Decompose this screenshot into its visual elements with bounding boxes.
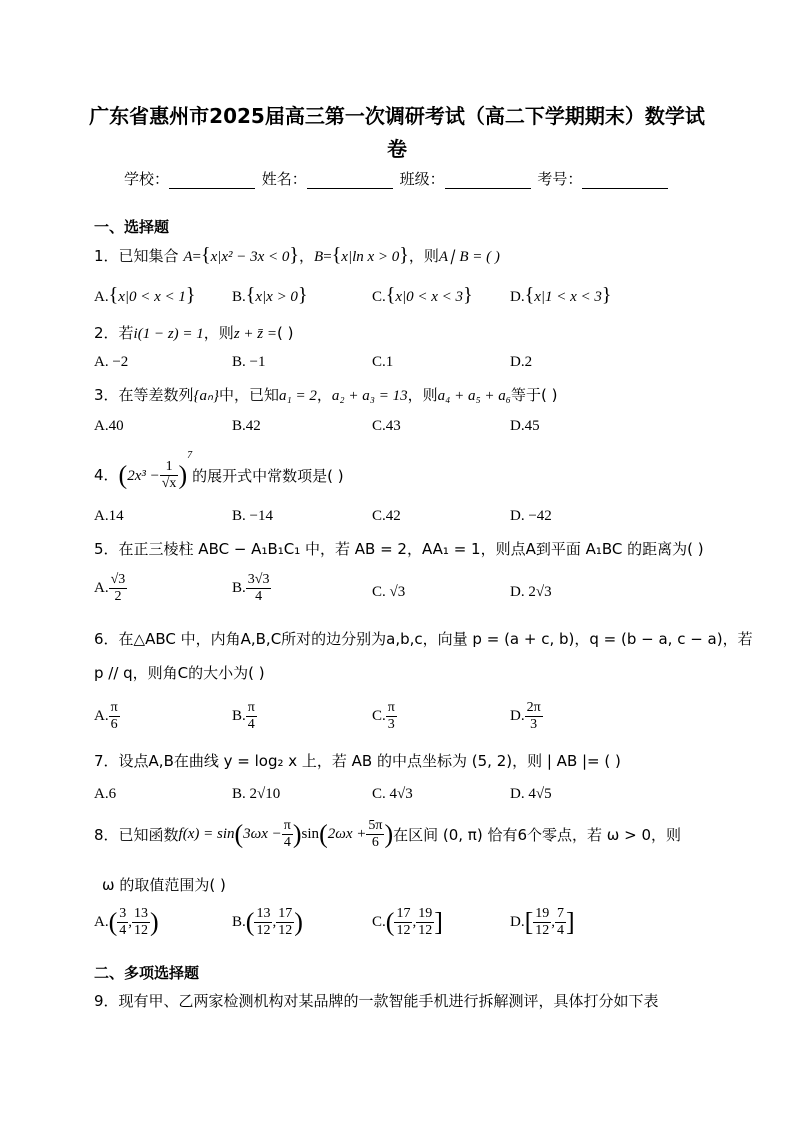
q2-expr: i(1 − z) = 1 (133, 326, 204, 342)
class-label: 班级： (399, 170, 445, 188)
q2-lead: 2．若 (94, 324, 134, 342)
q6-option-b[interactable] (232, 700, 257, 733)
q1-lead: 1．已知集合 (94, 247, 179, 265)
q1-option-d-letter: D. (510, 289, 525, 305)
name-blank[interactable] (307, 174, 393, 189)
q6-option-c-letter: C. (372, 707, 386, 724)
q8-option-a[interactable]: A.( $\frac{3}{4}$ , $\frac{13}{12}$ ) (94, 906, 159, 938)
q8-lead: 8．已知函数 (94, 826, 179, 844)
q8-option-d-letter: D. (510, 914, 525, 930)
q6-option-d[interactable] (510, 700, 543, 733)
question-8: 8．已知函数f(x) = sin(3ωx − $\frac{\pi}{4}$ )sin(2ωx + $\frac{5\pi}{6}$ )在区间 (0, π) 恰有6个零点，若 ω > 0，则 (94, 818, 681, 850)
q8-option-c-letter: C. (372, 914, 386, 930)
q2-option-b[interactable]: B. −1 (232, 354, 266, 370)
q7-option-a[interactable]: A.6 (94, 786, 117, 802)
q5-option-a-letter: A. (94, 579, 109, 596)
q3-ask: a₄ + a₅ + a₆ (437, 388, 511, 404)
school-blank[interactable] (169, 174, 255, 189)
q8-option-d[interactable]: D.[ $\frac{19}{12}$ , $\frac{7}{4}$ ] (510, 906, 575, 938)
q8-sin2: sin (301, 826, 320, 842)
question-4: 4．(2x³ − $\frac{1}{√x}$ )$^7$的展开式中常数项是( ) (94, 450, 344, 491)
q7-option-d[interactable]: D. 4√5 (510, 786, 552, 802)
q5-option-b-letter: B. (232, 579, 246, 596)
q8-a-d2: 12 (134, 923, 149, 938)
q1-set-b-name: B (314, 249, 324, 265)
q6-option-a[interactable] (94, 700, 120, 733)
question-8-line2: ω 的取值范围为( ) (102, 876, 226, 894)
q2-option-a[interactable]: A. −2 (94, 354, 129, 370)
question-2 (94, 322, 293, 343)
q1-tail: ，则 (408, 247, 439, 265)
q4-lead: 4． (94, 466, 119, 484)
q8-option-a-letter: A. (94, 914, 109, 930)
q1-set-b: x|ln x > 0 (341, 249, 400, 265)
class-blank[interactable] (445, 174, 531, 189)
q5-option-b[interactable] (232, 572, 271, 605)
q8-c-n1: 17 (396, 906, 411, 921)
q1-ask: A∣ B = ( ) (438, 249, 500, 265)
q1-option-c-text: x|0 < x < 3 (395, 289, 464, 305)
q4-fraction (160, 459, 179, 492)
exam-title-line1: 广东省惠州市2025届高三第一次调研考试（高二下学期期末）数学试 (89, 104, 705, 128)
q7-option-c[interactable]: C. 4√3 (372, 786, 413, 802)
q8-tail: 在区间 (0, π) 恰有6个零点，若 ω > 0，则 (393, 826, 681, 844)
q6-a-num: π (110, 700, 118, 715)
question-9: 9．现有甲、乙两家检测机构对某品牌的一款智能手机进行拆解测评，具体打分如下表 (94, 992, 659, 1010)
q4-option-b[interactable]: B. −14 (232, 508, 273, 524)
q1-set-a: x|x² − 3x < 0 (210, 249, 290, 265)
q3-option-b[interactable]: B.42 (232, 418, 261, 434)
q6-option-a-letter: A. (94, 707, 109, 724)
q8-b-d2: 12 (278, 923, 293, 938)
q8-b-n1: 13 (256, 906, 271, 921)
q4-tail: 的展开式中常数项是( ) (192, 467, 344, 485)
q8-b-d1: 12 (256, 923, 271, 938)
question-1: 1．已知集合 A={x|x² − 3x < 0}，B={x|ln x > 0}，则A∣ B = ( ) (94, 244, 500, 266)
q4-option-d[interactable]: D. −42 (510, 508, 552, 524)
q6-option-d-letter: D. (510, 707, 525, 724)
q3-end: 等于( ) (511, 386, 558, 404)
q8-arg1-den: 4 (283, 835, 291, 850)
q8-arg2-num: 5π (368, 818, 383, 833)
exam-title-line2: 卷 (387, 137, 407, 161)
q8-arg2: 2ωx + (327, 826, 367, 842)
q2-option-c[interactable]: C.1 (372, 354, 394, 370)
question-6-line2: p // q，则角C的大小为( ) (94, 664, 265, 682)
q3-cond-1: a₁ = 2 (279, 388, 317, 404)
q8-arg1-num: π (283, 818, 291, 833)
q5-option-c[interactable]: C. √3 (372, 584, 406, 600)
q6-c-den: 3 (387, 717, 395, 732)
q6-b-num: π (247, 700, 255, 715)
q4-frac-num: 1 (160, 459, 179, 476)
q4-term: 2x³ − (127, 468, 160, 484)
q1-option-a-text: x|0 < x < 1 (118, 289, 186, 305)
question-7: 7．设点A,B在曲线 y = log₂ x 上，若 AB 的中点坐标为 (5, 2)，则 | AB |= ( ) (94, 752, 621, 770)
number-label: 考号： (537, 170, 583, 188)
school-label: 学校： (124, 170, 170, 188)
q8-a-n1: 3 (119, 906, 127, 921)
name-label: 姓名： (261, 170, 307, 188)
q3-seq: {aₙ} (193, 388, 220, 404)
q4-option-c[interactable]: C.42 (372, 508, 401, 524)
q3-cond-2: a₂ + a₃ = 13 (331, 388, 408, 404)
q5-b-num: 3√3 (247, 572, 270, 587)
q2-tail: ，则 (203, 324, 234, 342)
q4-power: 7 (187, 450, 193, 461)
question-3: 3．在等差数列{aₙ}中，已知a₁ = 2，a₂ + a₃ = 13，则a₄ + a₅ + a₆等于( ) (94, 386, 558, 404)
q2-option-d[interactable]: D.2 (510, 354, 533, 370)
q3-lead: 3．在等差数列 (94, 386, 194, 404)
q6-d-num: 2π (526, 700, 541, 715)
q8-arg2-den: 6 (371, 835, 379, 850)
q1-option-d[interactable]: D.{x|1 < x < 3} (510, 284, 612, 306)
section-heading-multiple-choice: 二、多项选择题 (94, 964, 200, 982)
q8-d-n2: 7 (557, 906, 565, 921)
q1-option-c-letter: C. (372, 289, 386, 305)
q4-option-a[interactable]: A.14 (94, 508, 124, 524)
q7-option-b[interactable]: B. 2√10 (232, 786, 281, 802)
q1-option-c[interactable]: C.{x|0 < x < 3} (372, 284, 473, 306)
number-blank[interactable] (582, 174, 668, 189)
q8-option-c[interactable]: C.( $\frac{17}{12}$ , $\frac{19}{12}$ ] (372, 906, 443, 938)
q3-option-d[interactable]: D.45 (510, 418, 540, 434)
q1-option-b-letter: B. (232, 289, 246, 305)
q6-a-den: 6 (110, 717, 118, 732)
section-heading-single-choice: 一、选择题 (94, 218, 170, 236)
q6-c-num: π (387, 700, 395, 715)
q1-option-a-letter: A. (94, 289, 109, 305)
q6-option-b-letter: B. (232, 707, 246, 724)
q1-option-d-text: x|1 < x < 3 (534, 289, 602, 305)
q8-option-b[interactable]: B.( $\frac{13}{12}$ , $\frac{17}{12}$ ) (232, 906, 303, 938)
q1-comma: ， (299, 247, 315, 265)
q8-d-d1: 12 (535, 923, 550, 938)
q5-option-d[interactable]: D. 2√3 (510, 584, 552, 600)
q8-a-n2: 13 (134, 906, 149, 921)
q2-ask: z + z̄ = (233, 326, 277, 342)
q3-option-a[interactable]: A.40 (94, 418, 124, 434)
q1-option-a[interactable]: A.{x|0 < x < 1} (94, 284, 196, 306)
q8-function: f(x) = sin (178, 826, 235, 842)
q2-end: ( ) (276, 324, 294, 342)
q8-c-d1: 12 (396, 923, 411, 938)
q3-option-c[interactable]: C.43 (372, 418, 401, 434)
q8-option-b-letter: B. (232, 914, 246, 930)
student-info-row (124, 168, 670, 189)
q8-arg1: 3ωx − (243, 826, 282, 842)
q8-a-d1: 4 (119, 923, 127, 938)
q8-d-d2: 4 (557, 923, 565, 938)
q6-option-c[interactable] (372, 700, 397, 733)
q8-c-n2: 19 (418, 906, 433, 921)
q8-c-d2: 12 (418, 923, 433, 938)
question-5: 5．在正三棱柱 ABC − A₁B₁C₁ 中，若 AB = 2，AA₁ = 1，则点A到平面 A₁BC 的距离为( ) (94, 540, 704, 558)
q6-b-den: 4 (247, 717, 255, 732)
q5-option-a[interactable] (94, 572, 127, 605)
q4-frac-den: √x (161, 476, 177, 491)
q1-option-b-text: x|x > 0 (255, 289, 298, 305)
q8-d-n1: 19 (535, 906, 550, 921)
q3-tail: ，则 (407, 386, 438, 404)
q8-b-n2: 17 (278, 906, 293, 921)
q1-set-a-name: A (183, 249, 193, 265)
q5-b-den: 4 (255, 589, 263, 604)
q5-a-den: 2 (114, 589, 122, 604)
q1-equals: = (192, 249, 201, 265)
q1-option-b[interactable]: B.{x|x > 0} (232, 284, 308, 306)
q6-d-den: 3 (530, 717, 538, 732)
q3-mid: 中，已知 (219, 386, 280, 404)
q5-a-num: √3 (110, 572, 126, 587)
question-6-line1: 6．在△ABC 中，内角A,B,C所对的边分别为a,b,c，向量 p = (a + c, b)，q = (b − a, c − a)，若 (94, 630, 753, 648)
